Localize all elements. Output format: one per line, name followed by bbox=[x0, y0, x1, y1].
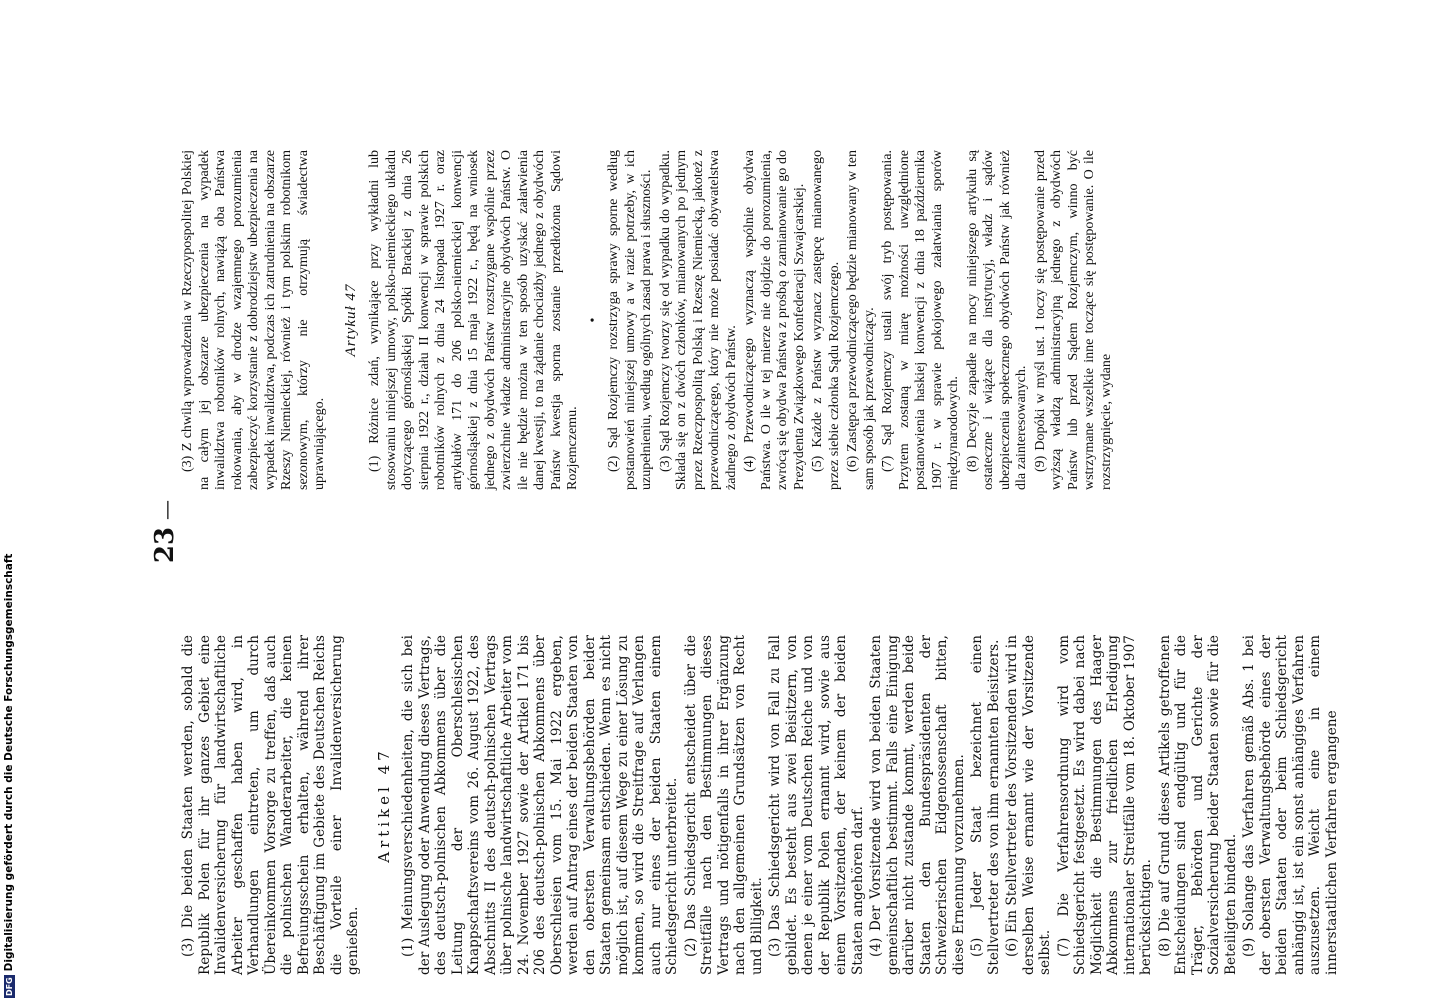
polish-intro-paragraph: (3) Z chwilą wprowadzenia w Rzeczypospolitej Polskiej na całym jej obszarze ubezpieczenia na wypadek inwalidztwa robotników rolnych, nawiążą oba Państwa rokowania, aby w drodze wzajemnego porozumienia zabezpieczyć korzystanie z dobrodziejstw ubezpieczenia na wypadek inwalidztwa, podczas ich zatrudnienia na obszarze Rzeszy Niemieckiej, również i tym polskim robotnikom sezonowym, którzy nie otrzymują świadectwa uprawniającego. bbox=[180, 150, 327, 490]
german-paragraph-1: (1) Meinungsverschiedenheiten, die sich bei der Auslegung oder Anwendung dieses Vertrags, des deutsch-polnischen Abkommens über die Leitung der Oberschlesischen Knappschaftsvereins vom 26. August 1922, des Abschnitts II des deutsch-polnischen Vertrags über polnische landwirtschaftliche Arbeiter vom 24. November 1927 sowie der Artikel 171 bis 206 des deutsch-polnischen Abkommens über Oberschlesien vom 15. Mai 1922 ergeben, werden auf Antrag eines der beiden Staaten von den obersten Verwaltungsbehörden beider Staaten gemeinsam entschieden. Wenn es nicht möglich ist, auf diesem Wege zu einer Lösung zu kommen, so wird die Streitfrage auf Verlangen auch nur eines der beiden Staaten einem Schiedsgericht unterbreitet. bbox=[400, 635, 680, 975]
german-paragraph-2: (2) Das Schiedsgericht entscheidet über die Streitfälle nach den Bestimmungen dieses Vertrags und nötigenfalls in ihrer Ergänzung nach den allgemeinen Grundsätzen von Recht und Billigkeit. bbox=[682, 635, 765, 975]
polish-paragraph-4: (4) Przewodniczącego wyznaczą wspólnie obydwa Państwa. O ile w tej mierze nie dojdzie do porozumienia, zwrócą się obydwa Państwa z prośbą o zamianowanie go do Prezydenta Związkowego Konfederacji Szwajcarskiej. bbox=[742, 150, 807, 490]
german-paragraph-4: (4) Der Vorsitzende wird von beiden Staaten gemeinschaftlich bestimmt. Falls eine Einigung darüber nicht zustande kommt, werden beide Staaten den Bundespräsidenten der Schweizerischen Eidgenossenschaft bitten, diese Ernennung vorzunehmen. bbox=[868, 635, 967, 975]
digitization-footer bbox=[3, 553, 15, 998]
polish-bullet-mark: • bbox=[585, 317, 601, 323]
german-intro-paragraph: (3) Die beiden Staaten werden, sobald die Republik Polen für ihr ganzes Gebiet eine Invalidenversicherung für landwirtschaftliche Arbeiter geschaffen haben wird, in Verhandlungen eintreten, um durch Übereinkommen Vorsorge zu treffen, daß auch die polnischen Wanderarbeiter, die keinen Befreiungsschein erhalten, während ihrer Beschäftigung im Gebiete des Deutschen Reichs die Vorteile einer Invalidenversicherung genießen. bbox=[180, 635, 361, 975]
scanned-page bbox=[150, 130, 1350, 990]
page-dash: — bbox=[154, 500, 178, 520]
polish-paragraph-3: (3) Sąd Rozjemczy tworzy się od wypadku do wypadku. Składa się on z dwóch członków, mianowanych po jednym przez Rzeczpospolitą Polską i Rzeszę Niemiecką, jakoteż z przewodniczącego, który nie może posiadać obywatelstwa żadnego z obydwóch Państw. bbox=[657, 150, 739, 490]
german-paragraph-8: (8) Die auf Grund dieses Artikels getroffenen Entscheidungen sind endgültig und für die Träger, Behörden und Gerichte der Sozialversicherung beider Staaten sowie für die Beteiligten bindend. bbox=[1156, 635, 1239, 975]
footer-text: Digitalisierung gefördert durch die Deutsche Forschungsgemeinschaft bbox=[3, 553, 15, 972]
page-number: 23 bbox=[150, 526, 180, 564]
polish-paragraph-5: (5) Każde z Państw wyznacz zastępcę mianowanego przez siebie członka Sądu Rozjemczego. bbox=[810, 150, 842, 490]
polish-paragraph-2: (2) Sąd Rozjemczy rozstrzyga sprawy sporne według postanowień niniejszej umowy a w razie potrzeby, w ich uzupełnieniu, według ogólnych zasad prawa i słuszności. bbox=[606, 150, 654, 490]
polish-column bbox=[180, 150, 1117, 490]
german-paragraph-9: (9) Solange das Verfahren gemäß Abs. 1 bei der obersten Verwaltungsbehörde eines der beiden Staaten oder beim Schiedsgericht anhängig ist, ist ein sonst anhängiges Verfahren auszusetzen. Weicht eine in einem innerstaatlichen Verfahren ergangene bbox=[1241, 635, 1340, 975]
polish-paragraph-8: (8) Decyzje zapadłe na mocy niniejszego artykułu są ostateczne i wiążące dla instytucyj, władz i sądów ubezpieczenia społecznego obydwóch Państw jak również dla zainteresowanych. bbox=[964, 150, 1029, 490]
polish-paragraph-1: (1) Różnice zdań, wynikające przy wykładni lub stosowaniu niniejszej umowy, polsko-niemieckiego układu dotyczącego górnośląskiej Spółki Brackiej z dnia 26 sierpnia 1922 r., działu II konwencji w sprawie polskich robotników rolnych z dnia 24 listopada 1927 r. oraz artykułów 171 do 206 polsko-niemieckiej konwencji górnośląskiej z dnia 15 maja 1922 r., będą na wniosek jednego z obydwóch Państw rozstrzygane wspólnie przez zwierzchnie władze administracyjne obydwóch Państw. O ile nie będzie można w ten sposób uzyskać załatwienia danej kwestji, to na żądanie chociażby jednego z obydwóch Państw kwestja sporna zostanie przedłożona Sądowi Rozjemczemu. bbox=[367, 150, 580, 490]
dfg-logo-icon: DFG bbox=[4, 977, 14, 996]
german-paragraph-7: (7) Die Verfahrensordnung wird vom Schiedsgericht festgesetzt. Es wird dabei nach Möglichkeit die Bestimmungen des Haager Abkommens zur friedlichen Erledigung internationaler Streitfälle vom 18. Oktober 1907 berücksichtigen. bbox=[1055, 635, 1154, 975]
german-article-heading: Artikel 47 bbox=[374, 747, 393, 863]
german-paragraph-6: (6) Ein Stellvertreter des Vorsitzenden wird in derselben Weise ernannt wie der Vorsitzende selbst. bbox=[1004, 635, 1053, 975]
polish-paragraph-7: (7) Sąd Rozjemczy ustali swój tryb postępowania. Przytem zostaną w miarę możności uwzględnione postanowienia haskiej konwencji z dnia 18 października 1907 r. w sprawie pokojowego załatwiania sporów międzynarodowych. bbox=[880, 150, 961, 490]
polish-article-heading: Artykuł 47 bbox=[342, 283, 359, 357]
polish-paragraph-9: (9) Dopóki w myśl ust. 1 toczy się postępowanie przed wyższą władzą administracyjną jednego z obydwóch Państw lub przed Sądem Rozjemczym, winno być wstrzymane wszelkie inne toczące się postępowanie. O ile rozstrzygnięcie, wydane bbox=[1032, 150, 1114, 490]
german-paragraph-3: (3) Das Schiedsgericht wird von Fall zu Fall gebildet. Es besteht aus zwei Beisitzern, von denen je einer vom Deutschen Reiche und von der Republik Polen ernannt wird, sowie aus einem Vorsitzenden, der keinem der beiden Staaten angehören darf. bbox=[767, 635, 866, 975]
german-paragraph-5: (5) Jeder Staat bezeichnet einen Stellvertreter des von ihm ernannten Beisitzers. bbox=[969, 635, 1002, 975]
german-column bbox=[180, 635, 1342, 975]
polish-paragraph-6: (6) Zastępca przewodniczącego będzie mianowany w ten sam sposób jak przewodniczący. bbox=[845, 150, 877, 490]
